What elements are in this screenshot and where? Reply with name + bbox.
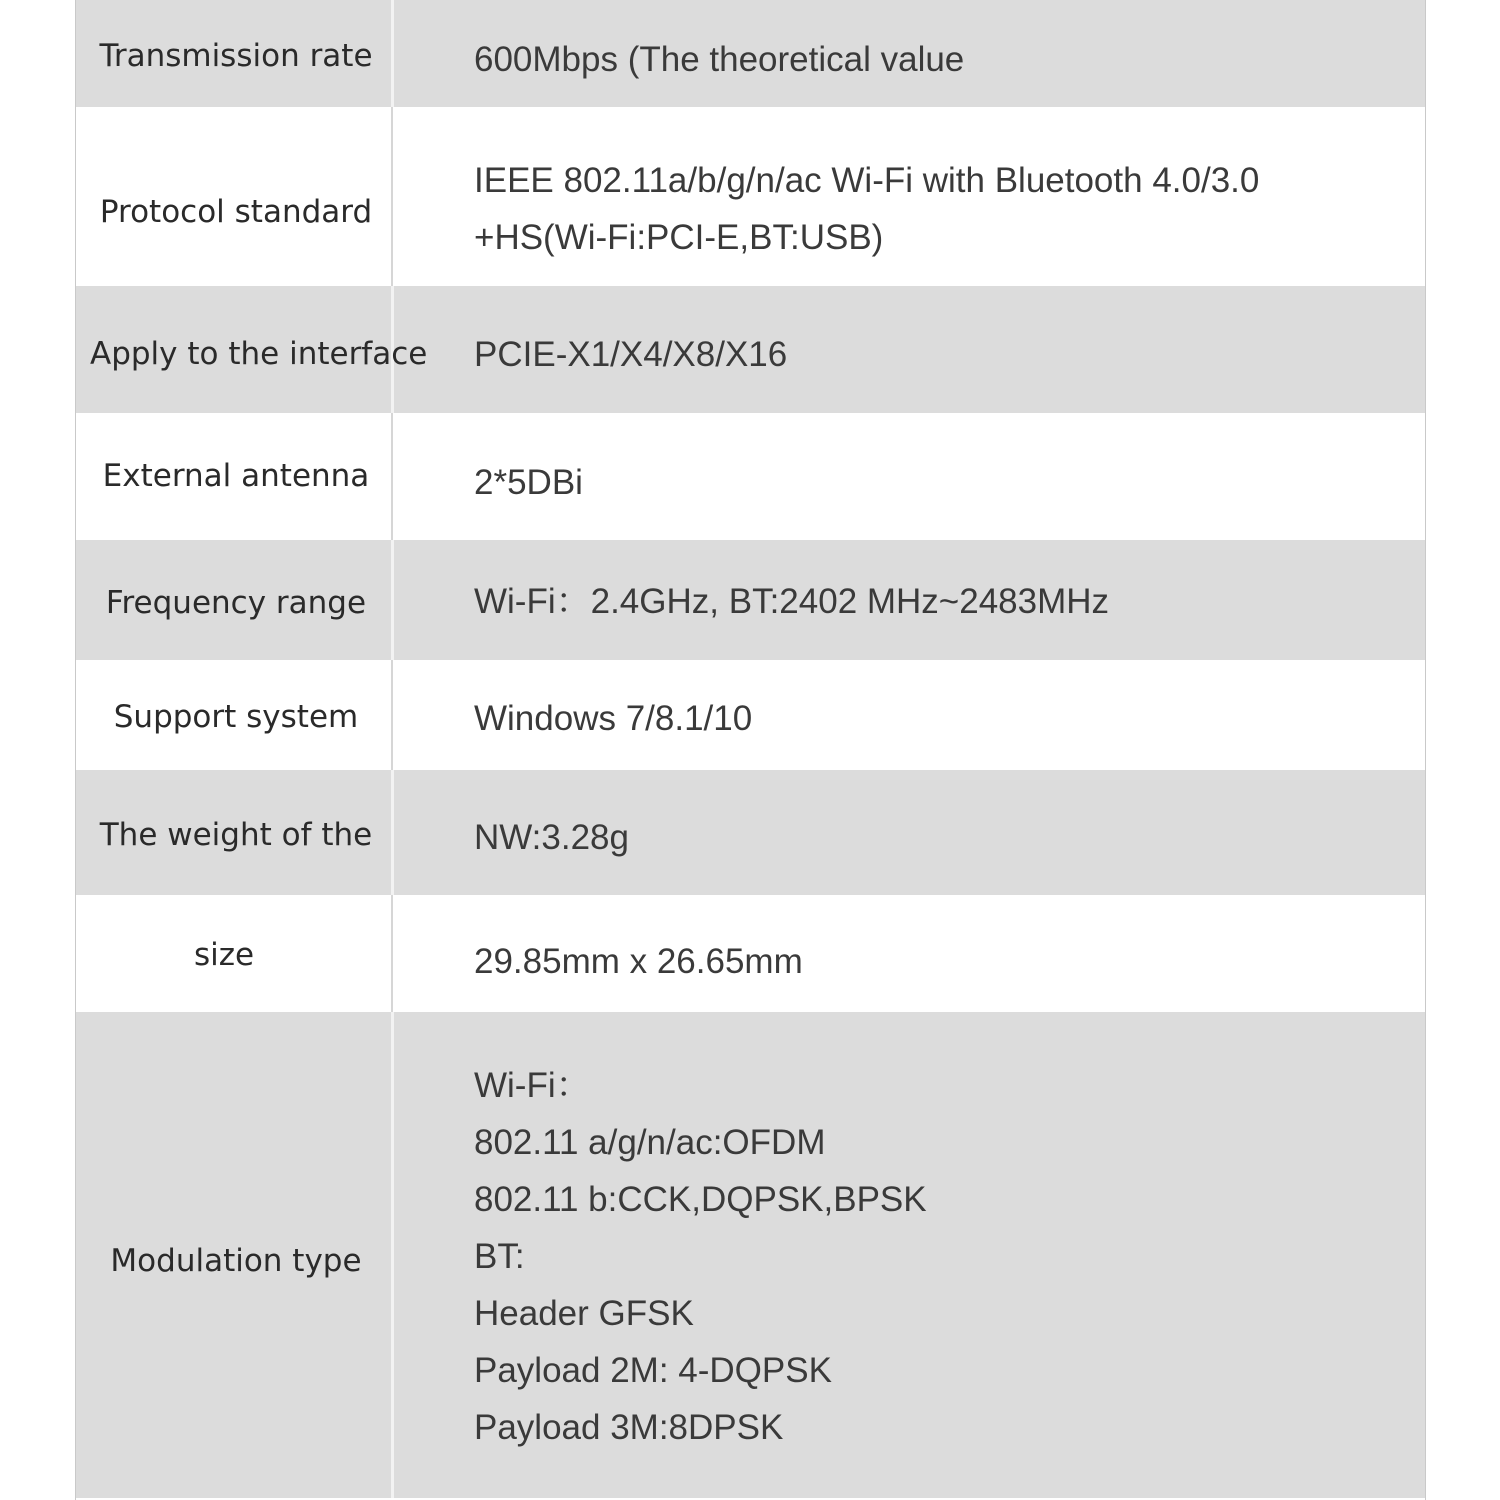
- spec-label: size: [193, 937, 255, 973]
- spec-row-transmission-rate: [76, 0, 1425, 107]
- column-divider: [391, 895, 393, 1012]
- spec-value: [474, 809, 1415, 866]
- spec-value-line: 600Mbps (The theoretical value: [474, 40, 965, 79]
- spec-value-line: BT:: [474, 1237, 525, 1276]
- spec-label: External antenna: [102, 458, 370, 494]
- spec-label: Frequency range: [105, 585, 367, 621]
- spec-value: [474, 690, 1415, 747]
- spec-value-line: Payload 3M:8DPSK: [474, 1408, 784, 1447]
- spec-value-line: Wi-Fi：: [474, 1066, 591, 1105]
- spec-value-line: Windows 7/8.1/10: [474, 699, 753, 738]
- spec-table: [75, 0, 1426, 1500]
- spec-value-line: 802.11 b:CCK,DQPSK,BPSK: [474, 1180, 927, 1219]
- spec-value: [474, 152, 1415, 266]
- spec-row-interface: [76, 286, 1425, 413]
- spec-value: [474, 454, 1415, 511]
- spec-value-line: 29.85mm x 26.65mm: [474, 942, 803, 981]
- spec-label: Transmission rate: [99, 38, 373, 74]
- spec-label: The weight of the: [99, 817, 373, 853]
- spec-row-protocol-standard: [76, 107, 1425, 286]
- spec-value-line: IEEE 802.11a/b/g/n/ac Wi-Fi with Bluetooth 4.0/3.0: [474, 161, 1260, 200]
- spec-value: [474, 933, 1415, 990]
- spec-row-weight: [76, 770, 1425, 895]
- spec-value: [474, 326, 1415, 383]
- spec-value-line: PCIE-X1/X4/X8/X16: [474, 335, 788, 374]
- spec-value: [474, 1057, 1415, 1456]
- spec-value-line: 2*5DBi: [474, 463, 583, 502]
- spec-row-size: [76, 895, 1425, 1012]
- spec-label: Apply to the interface: [90, 336, 428, 372]
- spec-row-frequency-range: [76, 540, 1425, 660]
- spec-value-line: Payload 2M: 4-DQPSK: [474, 1351, 832, 1390]
- spec-row-external-antenna: [76, 413, 1425, 540]
- spec-value: [474, 573, 1415, 630]
- spec-label: Support system: [113, 699, 359, 735]
- spec-value: [474, 31, 1415, 88]
- spec-row-modulation-type: [76, 1012, 1425, 1498]
- spec-label: Protocol standard: [99, 194, 373, 230]
- spec-value-line: 802.11 a/g/n/ac:OFDM: [474, 1123, 826, 1162]
- spec-value-line: Header GFSK: [474, 1294, 694, 1333]
- spec-value-line: NW:3.28g: [474, 818, 629, 857]
- spec-value-line: Wi-Fi：2.4GHz, BT:2402 MHz~2483MHz: [474, 582, 1110, 621]
- spec-label: Modulation type: [110, 1243, 362, 1279]
- spec-value-line: +HS(Wi-Fi:PCI-E,BT:USB): [474, 218, 884, 257]
- spec-row-support-system: [76, 660, 1425, 770]
